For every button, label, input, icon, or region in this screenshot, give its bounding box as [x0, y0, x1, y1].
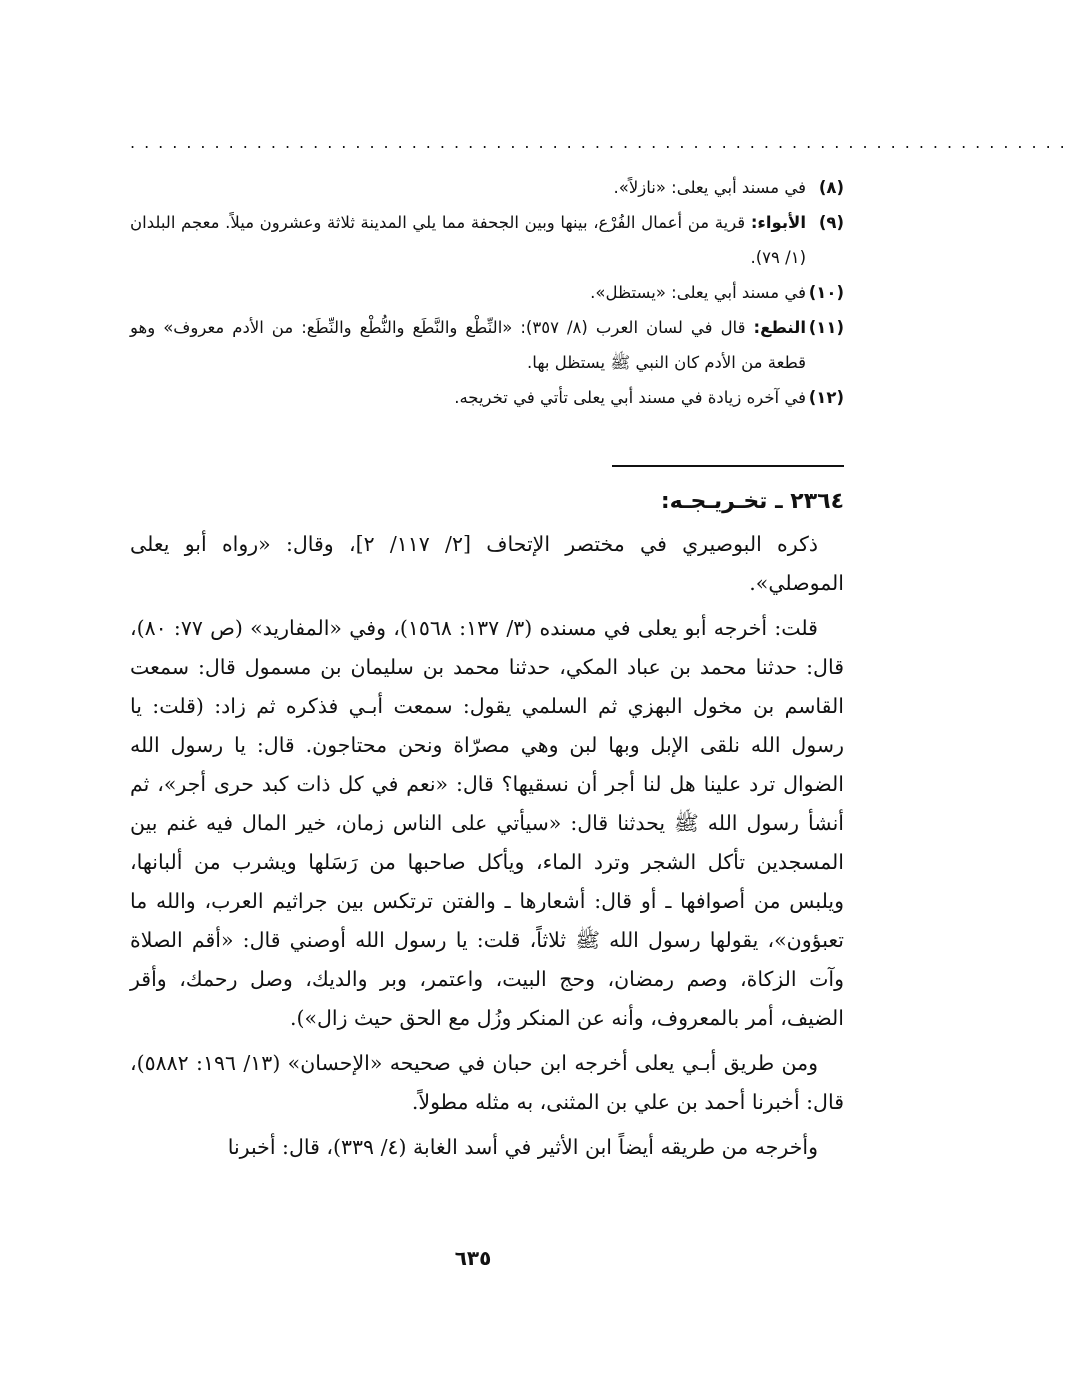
footnote — [130, 380, 844, 415]
main-text — [130, 525, 844, 1173]
footnote-term: النطع: — [753, 318, 806, 337]
footnote-text: قرية من أعمال الفُرْع، بينها وبين الجحفة مما يلي المدينة ثلاثة وعشرون ميلاً. معجم البلدان (١/ ٧٩). — [130, 213, 806, 267]
dotted-separator: ................................................................... — [130, 133, 1074, 152]
footnote-number: (٨) — [818, 178, 844, 197]
footnote-text: قال في لسان العرب (٨/ ٣٥٧): «النِّطْع والنَّطَع والنُّطْع والنِّطَع: من الأدم معروف» وهو قطعة من الأدم كان النبي ﷺ يستظل بها. — [130, 318, 806, 372]
footnote-term: الأبواء: — [750, 213, 806, 232]
footnote — [130, 170, 844, 205]
paragraph: قلت: أخرجه أبو يعلى في مسنده (٣/ ١٣٧: ١٥٦٨)، وفي «المفاريد» (ص ٧٧: ٨٠)، قال: حدثنا محمد بن عباد المكي، حدثنا محمد بن سليمان بن مسمول قال: سمعت القاسم بن مخول البهزي ثم السلمي يقول: سمعت أبـي فذكره ثم زاد: (قلت: يا رسول الله نلقى الإبل وبها لبن وهي مصرّاة ونحن محتاجون. قال: يا رسول الله الضوال ترد علينا هل لنا أجر أن نسقيها؟ قال: «نعم في كل ذات كبد حرى أجر»، ثم أنشأ رسول الله ﷺ يحدثنا قال: «سيأتي على الناس زمان، خير المال فيه غنم بين المسجدين تأكل الشجر وترد الماء، ويأكل صاحبها من رَسَلها ويشرب من ألبانها، ويلبس من أصوافها ـ أو قال: أشعارها ـ والفتن ترتكس بين جراثيم العرب، والله ما تعبؤون»، يقولها رسول الله ﷺ ثلاثاً، قلت: يا رسول الله أوصني قال: «أقم الصلاة وآت الزكاة، وصم رمضان، وحج البيت، واعتمر، وبر والديك، وصل رحمك، وأقر الضيف، أمر بالمعروف، وأنه عن المنكر وزُل مع الحق حيث زال»). — [130, 616, 844, 1030]
footnote — [130, 205, 844, 275]
page-number: ٦٣٥ — [454, 1246, 492, 1270]
footnote-number: (٩) — [818, 213, 844, 232]
footnote-number: (١١) — [808, 318, 844, 337]
footnote-text: في مسند أبي يعلى: «يستظل». — [590, 283, 806, 302]
footnote-number: (١٠) — [808, 283, 844, 302]
paragraph: ومن طريق أبـي يعلى أخرجه ابن حبان في صحيحه «الإحسان» (١٣/ ١٩٦: ٥٨٨٢)، قال: أخبرنا أحمد بن علي بن المثنى، به مثله مطولاً. — [130, 1051, 844, 1114]
footnote — [130, 275, 844, 310]
paragraph: ذكره البوصيري في مختصر الإتحاف [٢/ ١١٧/ ٢]، وقال: «رواه أبو يعلى الموصلي». — [130, 532, 844, 595]
footnote-text: في مسند أبي يعلى: «نازلاً». — [613, 178, 806, 197]
paragraph: وأخرجه من طريقه أيضاً ابن الأثير في أسد الغابة (٤/ ٣٣٩)، قال: أخبرنا — [227, 1135, 818, 1159]
footnote — [130, 310, 844, 380]
footnote-text: في آخره زيادة في مسند أبي يعلى تأتي في تخريجه. — [454, 388, 806, 407]
footnote-number: (١٢) — [808, 388, 844, 407]
section-divider — [612, 465, 844, 467]
footnotes — [130, 170, 844, 415]
section-heading: ٢٣٦٤ ـ تخـريـجـه: — [660, 489, 844, 514]
